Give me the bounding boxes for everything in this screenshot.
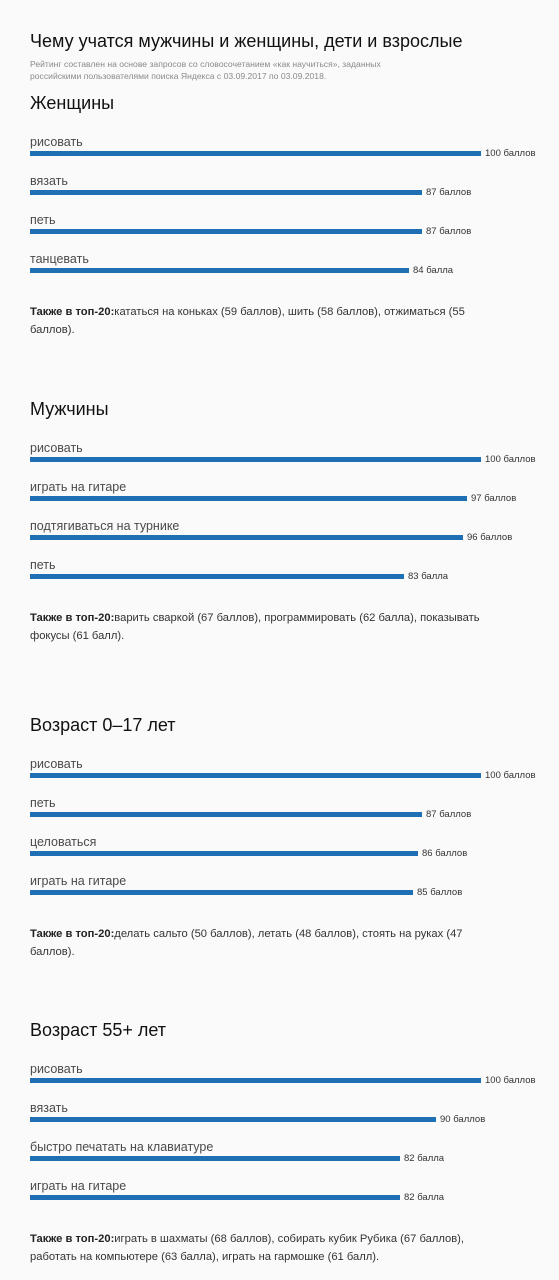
also-in-top20-label: Также в топ-20:	[30, 306, 115, 318]
bar	[30, 190, 422, 195]
bar-value-label: 84 балла	[413, 265, 454, 276]
bar-row	[0, 251, 559, 281]
also-in-top20-note	[30, 303, 510, 339]
also-in-top20-text: варить сваркой (67 баллов), программировать (62 балла), показывать фокусы (61 балл).	[30, 612, 480, 642]
bar-row	[0, 873, 559, 903]
chart-title: Возраст 0–17 лет	[30, 715, 176, 735]
also-in-top20-label: Также в топ-20:	[30, 612, 115, 624]
bar	[30, 229, 422, 234]
bar-row	[0, 795, 559, 825]
bar-value-label: 96 баллов	[467, 532, 513, 543]
bar-value-label: 100 баллов	[485, 770, 536, 781]
bar-row	[0, 834, 559, 864]
category-label: рисовать	[30, 1062, 83, 1076]
category-label: подтягиваться на турнике	[30, 519, 180, 533]
also-in-top20-label: Также в топ-20:	[30, 928, 115, 940]
bar-row	[0, 756, 559, 786]
bar-value-label: 87 баллов	[426, 187, 472, 198]
also-in-top20-label: Также в топ-20:	[30, 1233, 115, 1245]
category-label: рисовать	[30, 757, 83, 771]
bar-value-label: 100 баллов	[485, 148, 536, 159]
bar-value-label: 97 баллов	[471, 493, 517, 504]
bar-value-label: 85 баллов	[417, 887, 463, 898]
bar	[30, 1117, 436, 1122]
bar	[30, 1078, 481, 1083]
bar-value-label: 87 баллов	[426, 226, 472, 237]
bar	[30, 535, 463, 540]
bar	[30, 496, 467, 501]
also-in-top20-note	[30, 609, 510, 645]
bar-value-label: 82 балла	[404, 1153, 445, 1164]
category-label: рисовать	[30, 135, 83, 149]
bar-row	[0, 1178, 559, 1208]
bar	[30, 268, 409, 273]
bar-value-label: 83 балла	[408, 571, 449, 582]
bar	[30, 773, 481, 778]
also-in-top20-note	[30, 925, 510, 961]
bar-row	[0, 479, 559, 509]
bar-row	[0, 1061, 559, 1091]
category-label: играть на гитаре	[30, 480, 127, 494]
page-subtitle: Рейтинг составлен на основе запросов со словосочетанием «как научиться», заданных российскими пользователями поиска Яндекса с 03.09.2017 по 03.09.2018.	[30, 59, 381, 81]
bar	[30, 812, 422, 817]
bar-value-label: 82 балла	[404, 1192, 445, 1203]
bar	[30, 457, 481, 462]
bar	[30, 574, 404, 579]
bar-row	[0, 173, 559, 203]
category-label: петь	[30, 796, 56, 810]
also-in-top20-text: кататься на коньках (59 баллов), шить (58 баллов), отжиматься (55 баллов).	[30, 306, 465, 336]
bar-value-label: 87 баллов	[426, 809, 472, 820]
bar-value-label: 90 баллов	[440, 1114, 486, 1125]
bar-value-label: 100 баллов	[485, 1075, 536, 1086]
bar-value-label: 86 баллов	[422, 848, 468, 859]
bar-row	[0, 1139, 559, 1169]
chart-title: Возраст 55+ лет	[30, 1020, 167, 1040]
chart-title: Мужчины	[30, 399, 109, 419]
category-label: петь	[30, 558, 56, 572]
bar-row	[0, 212, 559, 242]
bar	[30, 851, 418, 856]
category-label: целоваться	[30, 835, 97, 849]
category-label: петь	[30, 213, 56, 227]
bar	[30, 1156, 400, 1161]
bar	[30, 1195, 400, 1200]
bar-row	[0, 557, 559, 587]
category-label: вязать	[30, 174, 68, 188]
category-label: вязать	[30, 1101, 68, 1115]
bar-row	[0, 134, 559, 164]
category-label: танцевать	[30, 252, 89, 266]
category-label: играть на гитаре	[30, 1179, 127, 1193]
chart-title: Женщины	[30, 93, 115, 113]
also-in-top20-text: играть в шахматы (68 баллов), собирать кубик Рубика (67 баллов), работать на компьютере (63 балла), играть на гармошке (61 балл).	[30, 1233, 465, 1263]
category-label: быстро печатать на клавиатуре	[30, 1140, 214, 1154]
bar	[30, 151, 481, 156]
also-in-top20-text: делать сальто (50 баллов), летать (48 баллов), стоять на руках (47 баллов).	[30, 928, 463, 958]
bar-row	[0, 440, 559, 470]
category-label: играть на гитаре	[30, 874, 127, 888]
bar	[30, 890, 413, 895]
category-label: рисовать	[30, 441, 83, 455]
bar-value-label: 100 баллов	[485, 454, 536, 465]
bar-row	[0, 1100, 559, 1130]
page-title: Чему учатся мужчины и женщины, дети и взрослые	[30, 31, 463, 51]
also-in-top20-note	[30, 1230, 510, 1266]
bar-row	[0, 518, 559, 548]
